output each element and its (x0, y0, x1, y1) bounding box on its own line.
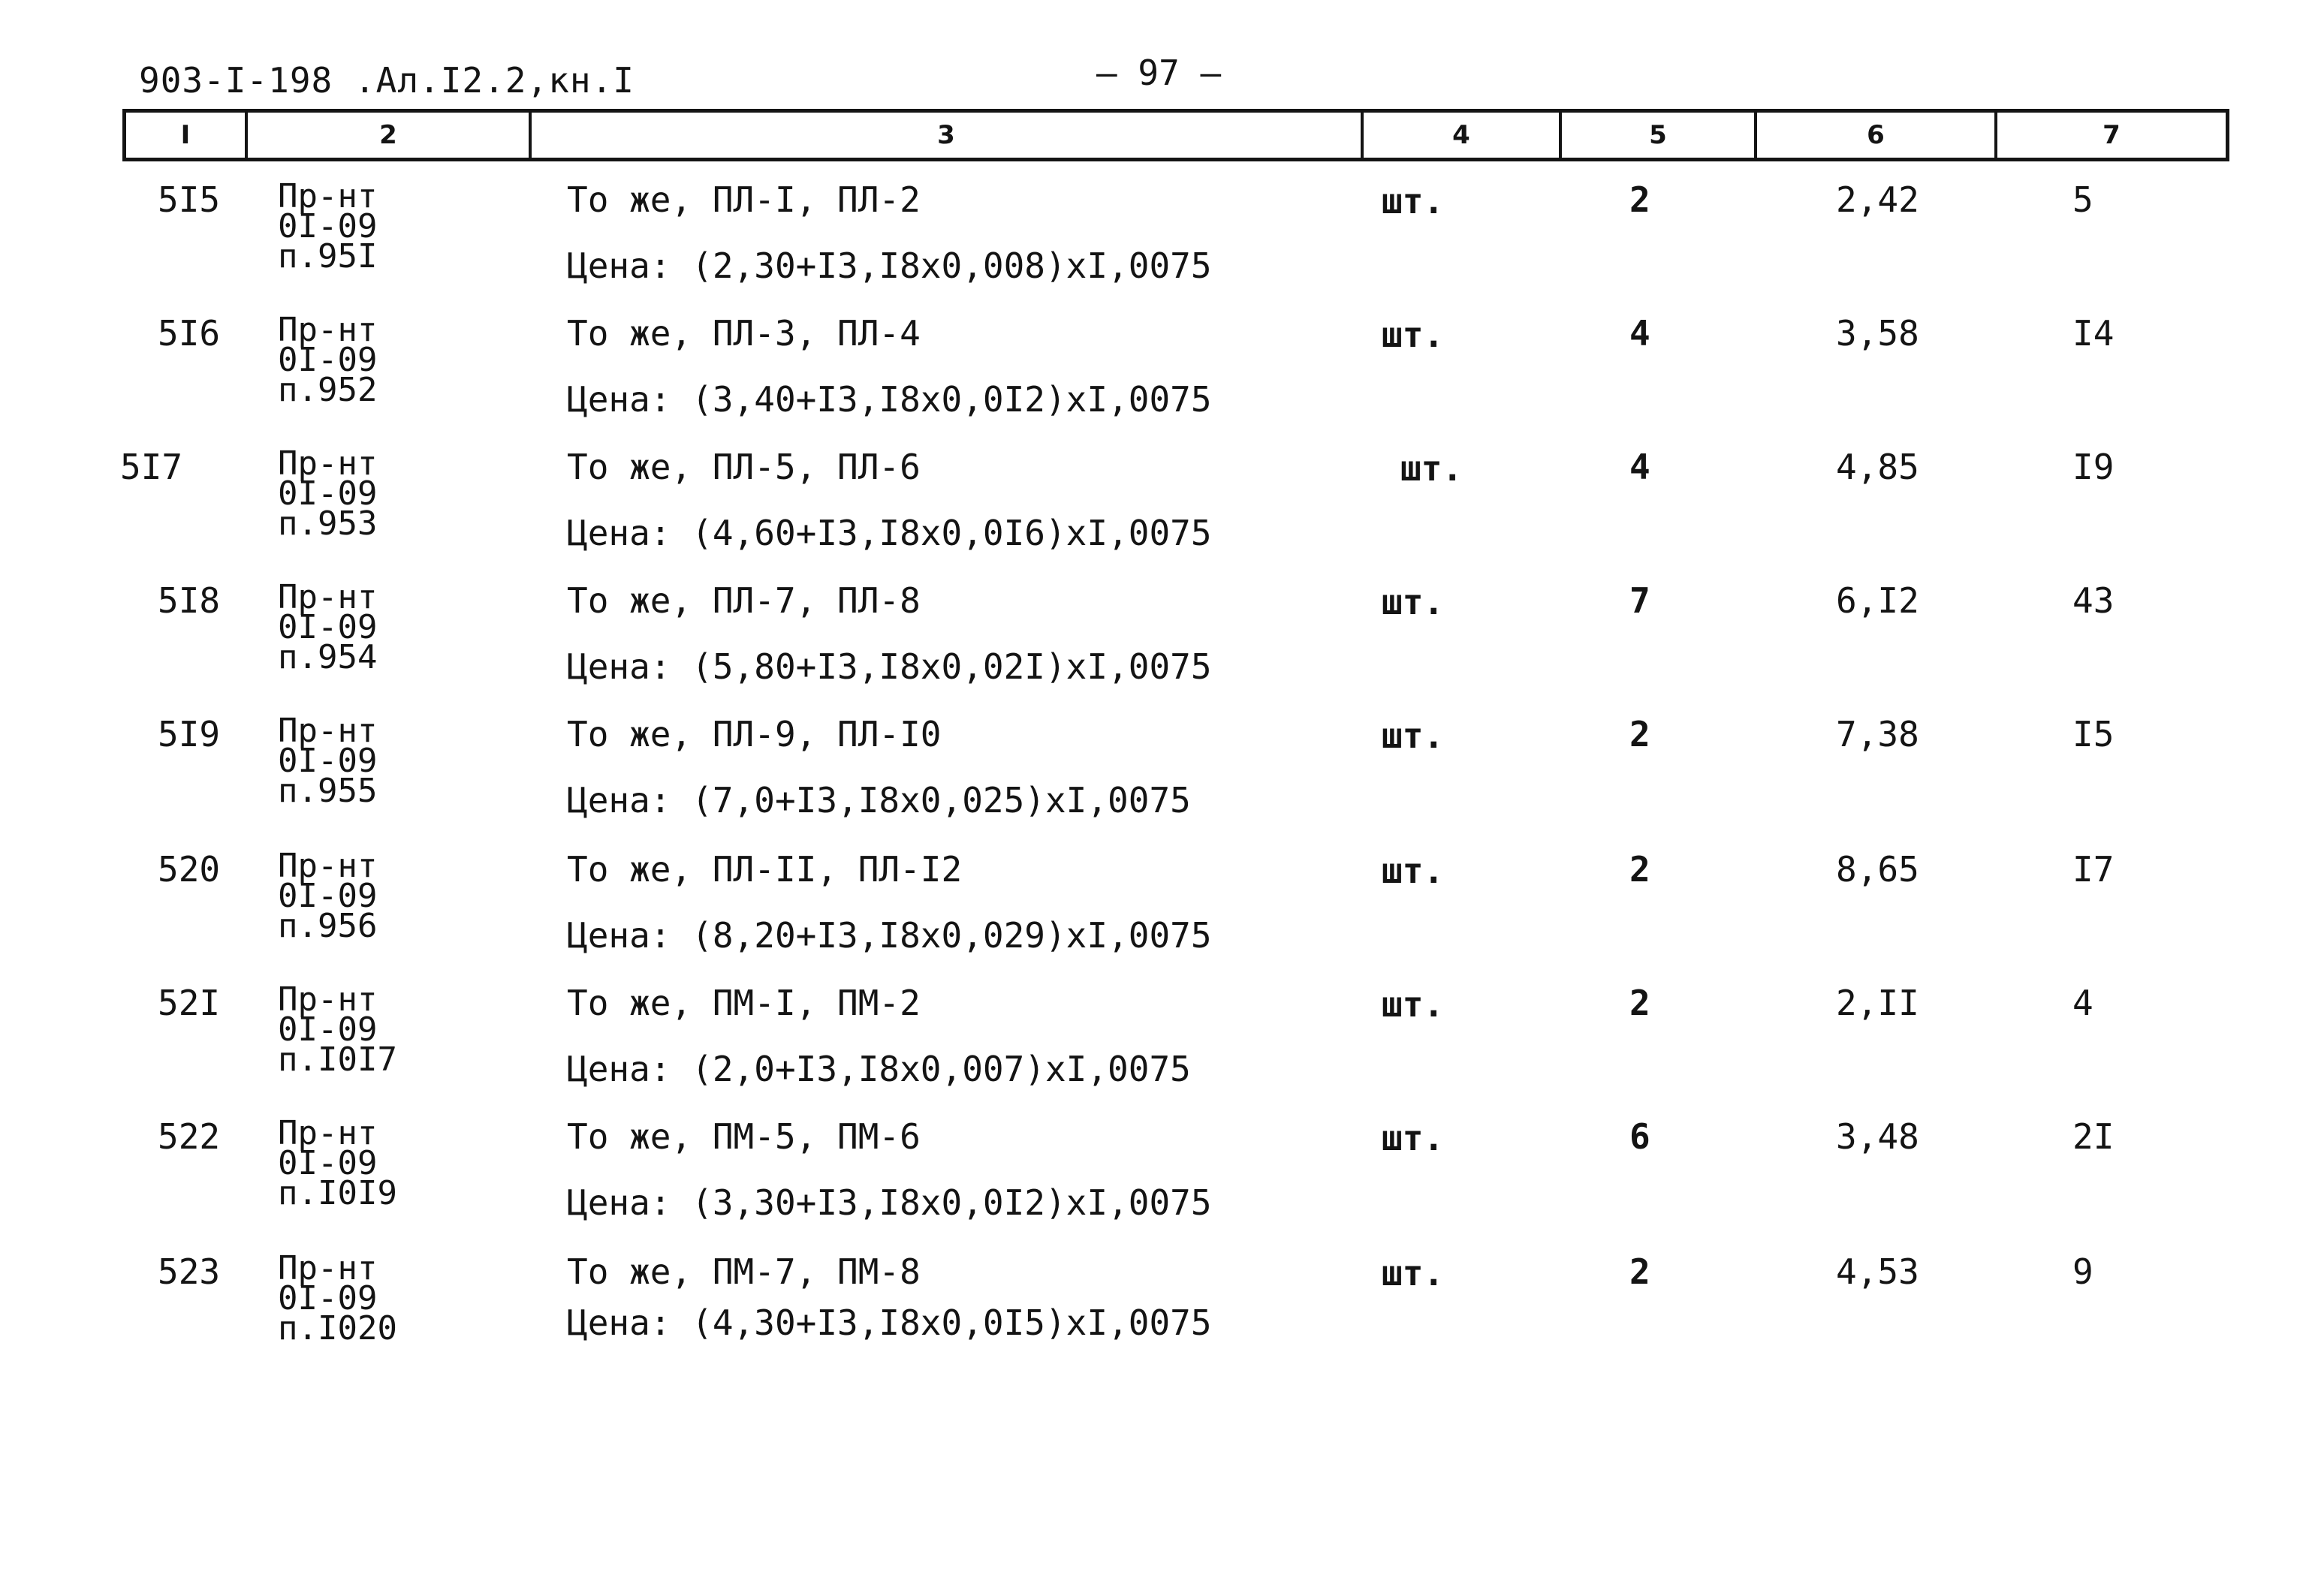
unit-price: 8,65 (1836, 849, 1919, 890)
price-formula: Цена: (7,0+I3,I8x0,025)xI,0075 (567, 780, 1191, 821)
price-formula: Цена: (3,30+I3,I8x0,0I2)xI,0075 (567, 1182, 1212, 1223)
total: I7 (2072, 849, 2115, 890)
unit: шт. (1382, 715, 1445, 756)
reference-line: Пр-нт (278, 980, 378, 1019)
column-header-6: 6 (1757, 113, 1997, 158)
price-formula: Цена: (2,30+I3,I8x0,008)xI,0075 (567, 245, 1212, 286)
reference-line: п.952 (278, 371, 378, 409)
unit: шт. (1382, 851, 1445, 891)
total: I9 (2072, 447, 2115, 487)
unit-price: 3,48 (1836, 1116, 1919, 1157)
item-description: То же, ПМ-7, ПМ-8 (567, 1251, 921, 1292)
quantity: 4 (1629, 313, 1650, 354)
unit-price: 2,II (1836, 983, 1919, 1023)
reference-line: 0I-09 (278, 341, 378, 379)
row-number: 5I7 (120, 447, 183, 487)
reference-line: 0I-09 (278, 608, 378, 646)
table-row (0, 575, 2306, 703)
table-row (0, 441, 2306, 569)
row-number: 5I6 (158, 313, 221, 354)
reference (278, 444, 378, 543)
column-header-7: 7 (2103, 120, 2121, 150)
reference (278, 1249, 397, 1348)
item-description: То же, ПЛ-I, ПЛ-2 (567, 179, 921, 220)
quantity: 2 (1629, 1251, 1650, 1292)
table-row (0, 1111, 2306, 1239)
reference-line: 0I-09 (278, 207, 378, 245)
column-header-4: 4 (1364, 113, 1562, 158)
price-formula: Цена: (4,60+I3,I8x0,0I6)xI,0075 (567, 513, 1212, 553)
reference-line: п.953 (278, 504, 378, 543)
reference-line: Пр-нт (278, 1249, 378, 1287)
reference-line: 0I-09 (278, 877, 378, 915)
unit: шт. (1382, 1118, 1445, 1158)
row-number: 520 (158, 849, 221, 890)
reference (278, 1114, 397, 1212)
reference-line: 0I-09 (278, 1144, 378, 1182)
quantity: 7 (1629, 580, 1650, 621)
reference-line: 0I-09 (278, 742, 378, 780)
row-number: 5I9 (158, 714, 221, 754)
reference-line: п.95I (278, 237, 378, 276)
total: I4 (2072, 313, 2115, 354)
price-formula: Цена: (8,20+I3,I8x0,029)xI,0075 (567, 915, 1212, 956)
reference-line: п.956 (278, 907, 378, 945)
reference-line: п.I0I9 (278, 1174, 397, 1212)
reference-line: 0I-09 (278, 474, 378, 513)
quantity: 6 (1629, 1116, 1650, 1157)
column-header-5: 5 (1562, 113, 1757, 158)
column-header-row (122, 109, 2229, 161)
unit: шт. (1382, 984, 1445, 1025)
reference-line: п.I020 (278, 1309, 397, 1348)
item-description: То же, ПМ-I, ПМ-2 (567, 983, 921, 1023)
unit: шт. (1382, 1253, 1445, 1293)
item-description: То же, ПЛ-9, ПЛ-I0 (567, 714, 942, 754)
item-description: То же, ПЛ-3, ПЛ-4 (567, 313, 921, 354)
reference-line: п.955 (278, 772, 378, 810)
total: 2I (2072, 1116, 2115, 1157)
unit: шт. (1400, 448, 1463, 489)
table-row (0, 977, 2306, 1105)
row-number: 522 (158, 1116, 221, 1157)
row-number: 523 (158, 1251, 221, 1292)
table-row (0, 174, 2306, 302)
reference-line: п.954 (278, 638, 378, 676)
price-formula: Цена: (2,0+I3,I8x0,007)xI,0075 (567, 1049, 1191, 1089)
total: 43 (2072, 580, 2115, 621)
unit-price: 4,53 (1836, 1251, 1919, 1292)
reference-line: п.I0I7 (278, 1040, 397, 1079)
item-description: То же, ПЛ-7, ПЛ-8 (567, 580, 921, 621)
row-number: 5I5 (158, 179, 221, 220)
total: 9 (2072, 1251, 2093, 1292)
unit: шт. (1382, 315, 1445, 355)
price-formula: Цена: (3,40+I3,I8x0,0I2)xI,0075 (567, 379, 1212, 420)
price-formula: Цена: (4,30+I3,I8x0,0I5)xI,0075 (567, 1302, 1212, 1343)
unit-price: 2,42 (1836, 179, 1919, 220)
table-row (0, 709, 2306, 836)
total: I5 (2072, 714, 2115, 754)
reference (278, 578, 378, 676)
reference-line: Пр-нт (278, 712, 378, 750)
item-description: То же, ПЛ-II, ПЛ-I2 (567, 849, 963, 890)
item-description: То же, ПМ-5, ПМ-6 (567, 1116, 921, 1157)
reference-line: Пр-нт (278, 444, 378, 483)
unit-price: 7,38 (1836, 714, 1919, 754)
row-number: 52I (158, 983, 221, 1023)
reference (278, 311, 378, 409)
reference (278, 712, 378, 810)
column-header-1: I (126, 113, 248, 158)
column-header-3: 3 (532, 113, 1364, 158)
unit: шт. (1382, 582, 1445, 622)
row-number: 5I8 (158, 580, 221, 621)
quantity: 4 (1629, 447, 1650, 487)
reference-line: 0I-09 (278, 1010, 378, 1049)
reference (278, 847, 378, 945)
unit-price: 4,85 (1836, 447, 1919, 487)
table-row (0, 844, 2306, 971)
total: 5 (2072, 179, 2093, 220)
reference-line: Пр-нт (278, 311, 378, 349)
table-row (0, 308, 2306, 435)
reference-line: Пр-нт (278, 847, 378, 885)
total: 4 (2072, 983, 2093, 1023)
quantity: 2 (1629, 714, 1650, 754)
quantity: 2 (1629, 983, 1650, 1023)
reference-line: 0I-09 (278, 1279, 378, 1317)
reference-line: Пр-нт (278, 578, 378, 616)
quantity: 2 (1629, 179, 1650, 220)
page-number: — 97 — (1096, 53, 1222, 93)
document-code: 903-I-198 .Ал.I2.2,кн.I (139, 60, 635, 101)
quantity: 2 (1629, 849, 1650, 890)
reference-line: Пр-нт (278, 177, 378, 215)
price-formula: Цена: (5,80+I3,I8x0,02I)xI,0075 (567, 646, 1212, 687)
item-description: То же, ПЛ-5, ПЛ-6 (567, 447, 921, 487)
unit-price: 3,58 (1836, 313, 1919, 354)
table-row (0, 1246, 2306, 1374)
reference (278, 177, 378, 276)
unit: шт. (1382, 181, 1445, 221)
reference-line: Пр-нт (278, 1114, 378, 1152)
column-header-2: 2 (248, 113, 532, 158)
unit-price: 6,I2 (1836, 580, 1919, 621)
reference (278, 980, 397, 1079)
